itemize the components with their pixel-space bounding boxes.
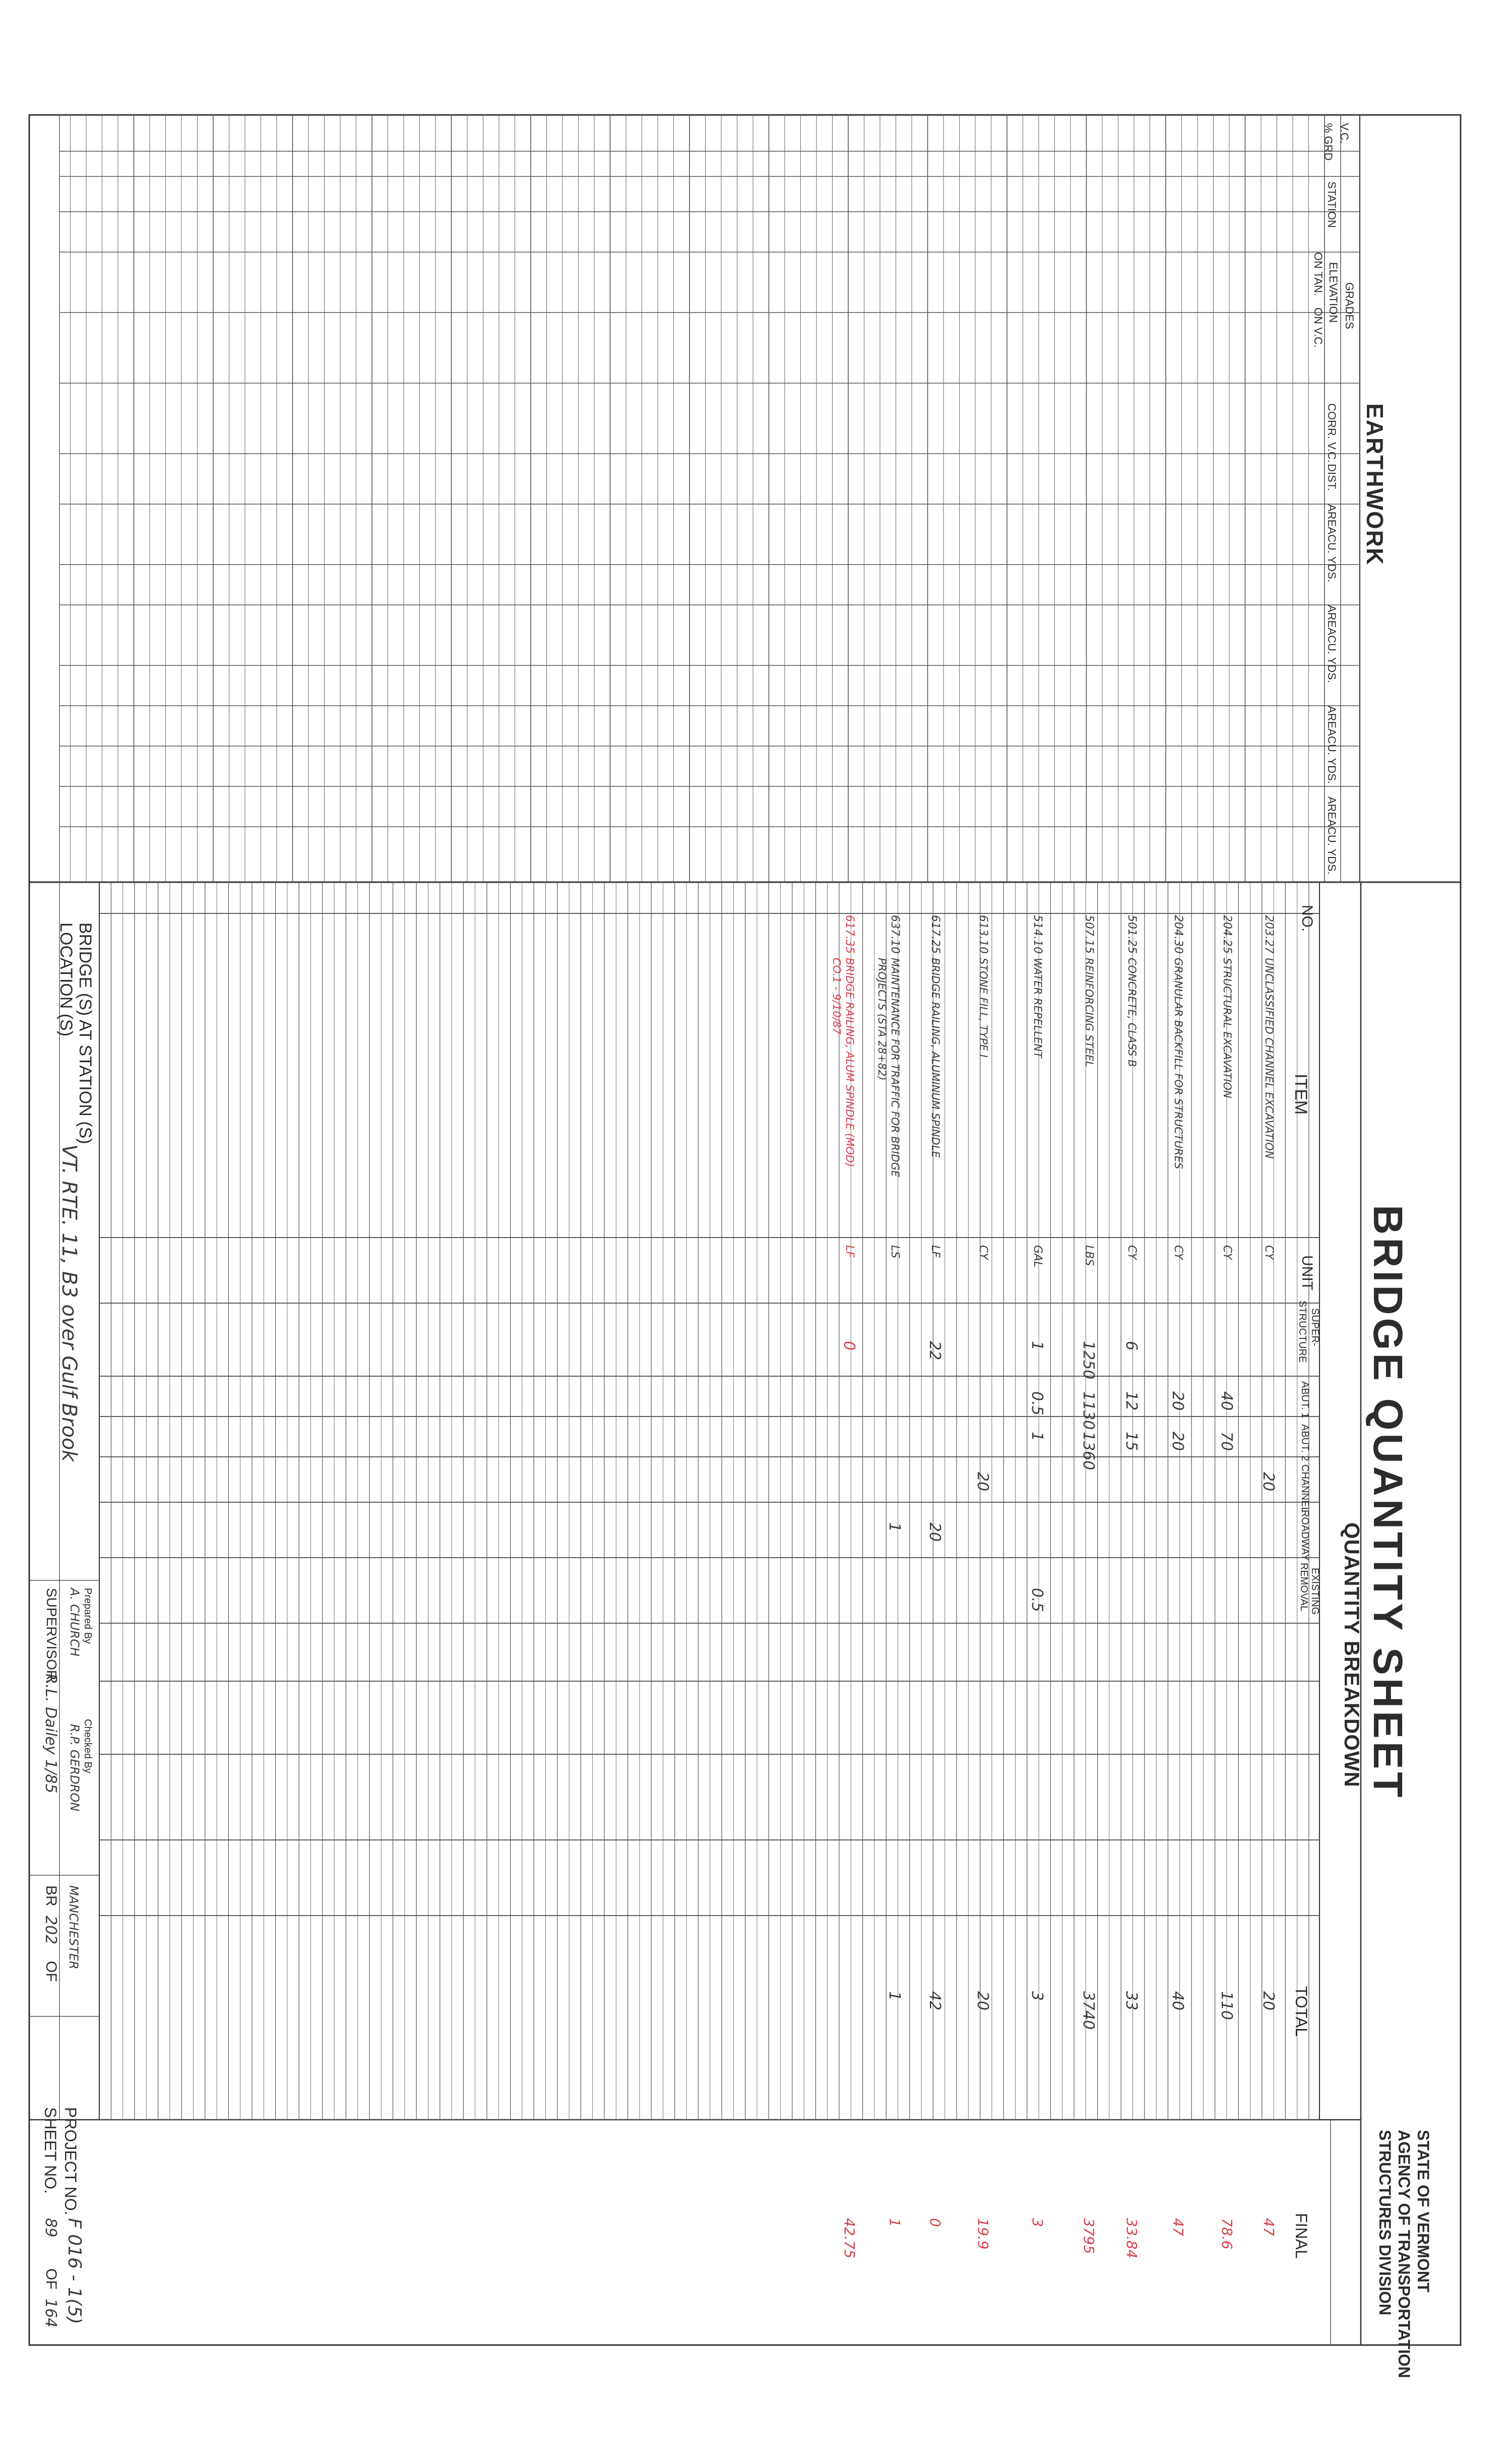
item-channel: 20 [1259, 1472, 1277, 1492]
col-final: FINAL [1292, 2213, 1310, 2259]
col-roadway: ROADWAY [1299, 1510, 1310, 1561]
town-value: MANCHESTER [67, 1885, 81, 1970]
col-super: SUPER- [1309, 1308, 1320, 1346]
col-no: NO. [1299, 905, 1315, 932]
item-description: CO.1 - 9/10/87 [831, 958, 843, 1035]
header-pct-grd: % GRD [1322, 123, 1335, 161]
sheet-total: 164 [42, 2299, 59, 2328]
breakdown-title: QUANTITY BREAKDOWN [1340, 1522, 1364, 1788]
item-total: 110 [1218, 1991, 1235, 2020]
item-unit: CY [1221, 1245, 1233, 1260]
item-roadway: 1 [886, 1522, 903, 1532]
header-cu-yds-3: CU. YDS. [1326, 736, 1338, 784]
item-superstructure: 1 [1028, 1341, 1046, 1351]
item-total: 42 [926, 1991, 943, 2011]
item-description: REINFORCING STEEL [1083, 958, 1095, 1067]
item-total: 40 [1169, 1991, 1186, 2011]
item-description: MAINTENANCE FOR TRAFFIC FOR BRIDGE [889, 958, 901, 1178]
header-corr-vc: CORR. V.C. [1326, 403, 1338, 463]
item-final: 3795 [1081, 2218, 1097, 2254]
prepared-label: Prepared By [82, 1588, 93, 1644]
item-description: STRUCTURAL EXCAVATION [1221, 958, 1233, 1098]
col-channel: CHANNEL [1299, 1464, 1310, 1513]
agency-line-2: AGENCY OF TRANSPORTATION [1395, 2130, 1413, 2378]
item-description: CONCRETE, CLASS B [1126, 958, 1138, 1067]
header-area-4: AREA [1326, 796, 1338, 827]
item-unit: CY [1172, 1245, 1184, 1260]
checked-value: R.P. GERDRON [68, 1724, 82, 1812]
header-vc: V.C. [1338, 123, 1351, 144]
item-no: 507.15 [1083, 915, 1095, 954]
earthwork-title: EARTHWORK [1362, 403, 1388, 566]
br-of-label: OF [43, 1961, 59, 1982]
br-value: 202 [42, 1916, 59, 1945]
item-total: 20 [974, 1991, 991, 2011]
item-description: STONE FILL, TYPE I [977, 958, 989, 1058]
item-unit: LS [889, 1245, 901, 1259]
header-area-1: AREA [1326, 504, 1338, 534]
col-removal: REMOVAL [1298, 1563, 1309, 1612]
location-value: VT. RTE. 11, B3 over Gulf Brook [57, 1144, 81, 1462]
item-superstructure: 1250 [1080, 1341, 1097, 1380]
header-elevation: ELEVATION [1327, 262, 1340, 323]
item-total: 1 [886, 1991, 903, 2001]
prepared-value: A. CHURCH [68, 1588, 82, 1656]
item-no: 204.25 [1221, 915, 1233, 954]
agency-line-3: STRUCTURES DIVISION [1376, 2130, 1394, 2316]
item-superstructure: 22 [926, 1341, 943, 1361]
location-label: LOCATION (S) [56, 922, 76, 1037]
item-abut2: 1360 [1080, 1432, 1097, 1470]
item-description: BRIDGE RAILING, ALUM SPINDLE (MOD) [844, 958, 856, 1167]
item-unit: LF [843, 1245, 856, 1258]
station-label: BRIDGE (S) AT STATION (S) [76, 922, 95, 1144]
col-total: TOTAL [1292, 1986, 1310, 2037]
item-no: 203.27 [1263, 915, 1275, 954]
header-dist: DIST. [1326, 464, 1338, 491]
item-no: 617.25 [929, 915, 941, 954]
item-total: 20 [1259, 1991, 1277, 2011]
sheet-label: SHEET NO. [41, 2107, 59, 2194]
item-description: PROJECTS (STA 28+82) [876, 958, 888, 1081]
item-abut1: 12 [1122, 1391, 1140, 1411]
item-abut2: 15 [1122, 1432, 1140, 1451]
supervisor-value: R.L. Dailey 1/85 [42, 1674, 59, 1794]
item-superstructure: 6 [1122, 1341, 1140, 1351]
item-unit: CY [1125, 1245, 1138, 1260]
item-abut1: 0.5 [1028, 1391, 1046, 1416]
col-unit: UNIT [1299, 1255, 1315, 1290]
project-label: PROJECT NO. [61, 2107, 80, 2216]
item-description: WATER REPELLENT [1032, 958, 1044, 1058]
header-area-2: AREA [1326, 605, 1338, 635]
item-no: 617.35 [843, 915, 856, 954]
item-description: BRIDGE RAILING, ALUMINUM SPINDLE [929, 958, 941, 1158]
item-abut2: 70 [1218, 1432, 1235, 1451]
col-abut1: ABUT. 1 [1299, 1381, 1310, 1419]
item-final: 47 [1170, 2218, 1186, 2236]
item-final: 78.6 [1219, 2218, 1235, 2250]
item-removal: 0.5 [1028, 1588, 1046, 1612]
header-grades: GRADES [1343, 282, 1356, 329]
sheet-of-label: OF [43, 2268, 59, 2290]
header-cu-yds-1: CU. YDS. [1326, 534, 1338, 582]
item-total: 33 [1122, 1991, 1140, 2011]
header-on-vc: ON V.C. [1312, 307, 1325, 348]
checked-label: Checked By [82, 1719, 93, 1773]
col-item: ITEM [1291, 1074, 1310, 1115]
item-unit: CY [1263, 1245, 1275, 1260]
item-unit: CY [977, 1245, 989, 1260]
header-station: STATION [1326, 181, 1338, 228]
col-structure: STRUCTURE [1297, 1301, 1308, 1363]
header-cu-yds-4: CU. YDS. [1326, 827, 1338, 875]
item-final: 3 [1029, 2218, 1046, 2227]
item-abut2: 20 [1169, 1432, 1186, 1451]
item-description: GRANULAR BACKFILL FOR STRUCTURES [1172, 958, 1184, 1170]
item-no: 501.25 [1125, 915, 1138, 954]
header-cu-yds-2: CU. YDS. [1326, 635, 1338, 683]
item-roadway: 20 [926, 1522, 943, 1542]
br-label: BR [43, 1885, 59, 1906]
item-no: 613.10 [977, 915, 989, 954]
item-unit: GAL [1031, 1245, 1044, 1268]
item-total: 3740 [1080, 1991, 1097, 2030]
item-superstructure: 0 [840, 1341, 858, 1351]
agency-line-1: STATE OF VERMONT [1414, 2130, 1432, 2293]
item-no: 514.10 [1031, 915, 1044, 954]
sheet-value: 89 [42, 2218, 59, 2238]
supervisor-label: SUPERVISOR: [44, 1588, 59, 1684]
project-value: F 016 - 1(5) [64, 2218, 85, 2324]
item-total: 3 [1028, 1991, 1046, 2001]
item-channel: 20 [974, 1472, 991, 1492]
header-on-tan: ON TAN. [1312, 252, 1325, 296]
item-final: 33.84 [1123, 2218, 1140, 2259]
col-existing: EXISTING [1309, 1568, 1320, 1615]
item-abut2: 1 [1028, 1432, 1046, 1442]
header-area-3: AREA [1326, 706, 1338, 736]
item-final: 0 [927, 2218, 943, 2227]
item-unit: LF [929, 1245, 941, 1258]
item-abut1: 40 [1218, 1391, 1235, 1411]
item-description: UNCLASSIFIED CHANNEL EXCAVATION [1263, 958, 1275, 1159]
item-unit: LBS [1083, 1245, 1095, 1266]
item-abut1: 20 [1169, 1391, 1186, 1411]
item-final: 1 [887, 2218, 903, 2227]
item-no: 637.10 [889, 915, 901, 954]
item-final: 47 [1261, 2218, 1277, 2236]
item-abut1: 1130 [1080, 1391, 1097, 1430]
item-final: 19.9 [975, 2218, 991, 2250]
col-abut2: ABUT. 2 [1299, 1424, 1310, 1461]
item-final: 42.75 [841, 2218, 858, 2259]
item-no: 204.30 [1172, 915, 1184, 954]
sheet-title: BRIDGE QUANTITY SHEET [1365, 1205, 1411, 1801]
